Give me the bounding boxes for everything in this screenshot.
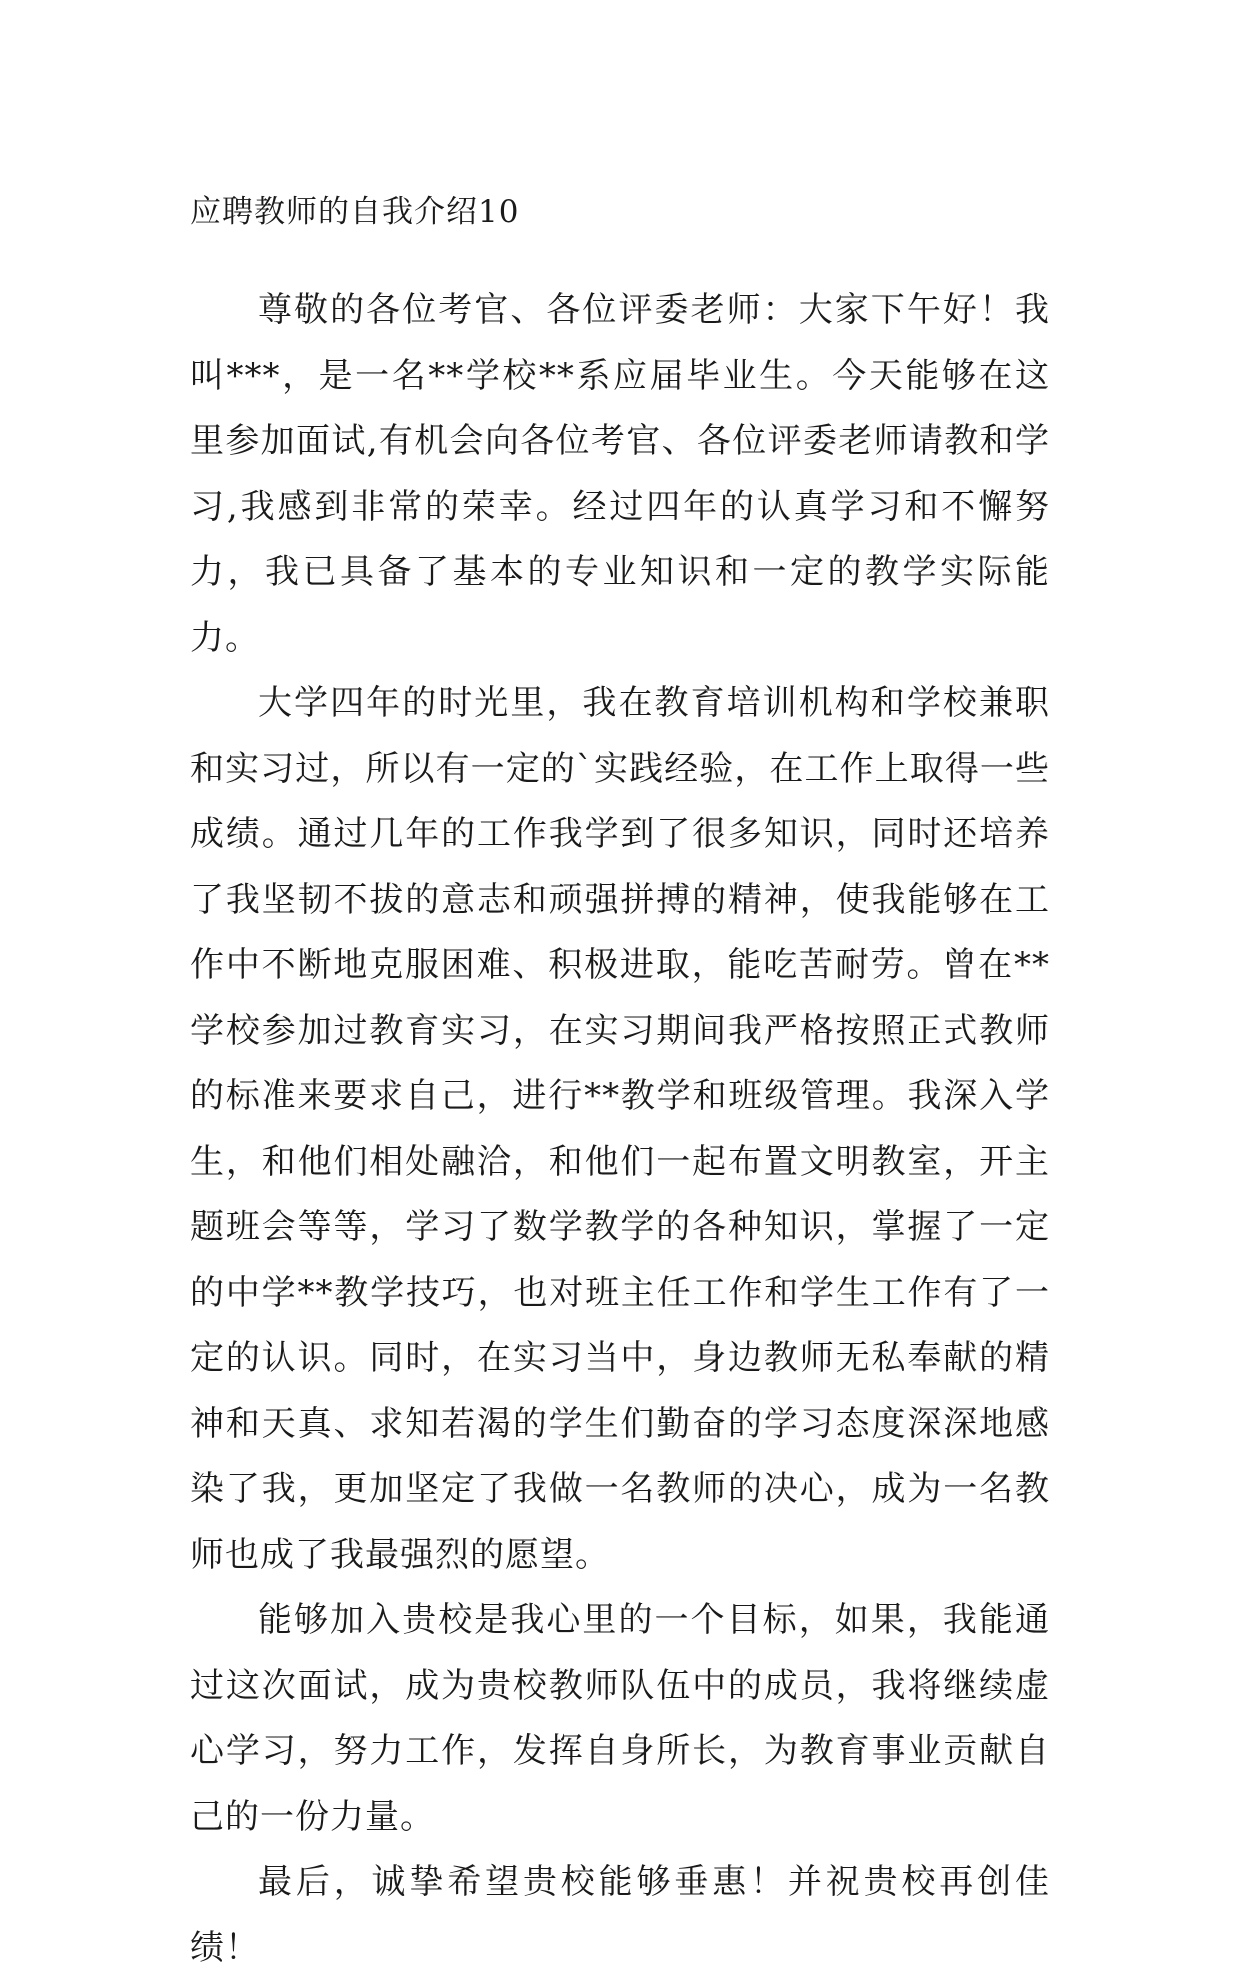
document-title: 应聘教师的自我介绍10 bbox=[190, 194, 520, 230]
paragraph-closing: 最后，诚挚希望贵校能够垂惠！并祝贵校再创佳绩！ bbox=[190, 1862, 1050, 1968]
paragraph-experience: 大学四年的时光里，我在教育培训机构和学校兼职和实习过，所以有一定的`实践经验，在工作上取得一些成绩。通过几年的工作我学到了很多知识，同时还培养了我坚韧不拔的意志和顽强拼搏的精神，使我能够在工作中不断地克服困难、积极进取，能吃苦耐劳。曾在**学校参加过教育实习，在实习期间我严格按照正式教师的标准来要求自己，进行**教学和班级管理。我深入学生，和他们相处融洽，和他们一起布置文明教室，开主题班会等等，学习了数学教学的各种知识，掌握了一定的中学**教学技巧，也对班主任工作和学生工作有了一定的认识。同时，在实习当中，身边教师无私奉献的精神和天真、求知若渴的学生们勤奋的学习态度深深地感染了我，更加坚定了我做一名教师的决心，成为一名教师也成了我最强烈的愿望。 bbox=[190, 683, 1050, 1575]
document-body bbox=[190, 278, 1050, 1981]
paragraph-greeting: 尊敬的各位考官、各位评委老师：大家下午好！我叫***，是一名**学校**系应届毕业生。今天能够在这里参加面试,有机会向各位考官、各位评委老师请教和学习,我感到非常的荣幸。经过四年的认真学习和不懈努力，我已具备了基本的专业知识和一定的教学实际能力。 bbox=[190, 290, 1050, 658]
paragraph-goal: 能够加入贵校是我心里的一个目标，如果，我能通过这次面试，成为贵校教师队伍中的成员，我将继续虚心学习，努力工作，发挥自身所长，为教育事业贡献自己的一份力量。 bbox=[190, 1600, 1050, 1837]
